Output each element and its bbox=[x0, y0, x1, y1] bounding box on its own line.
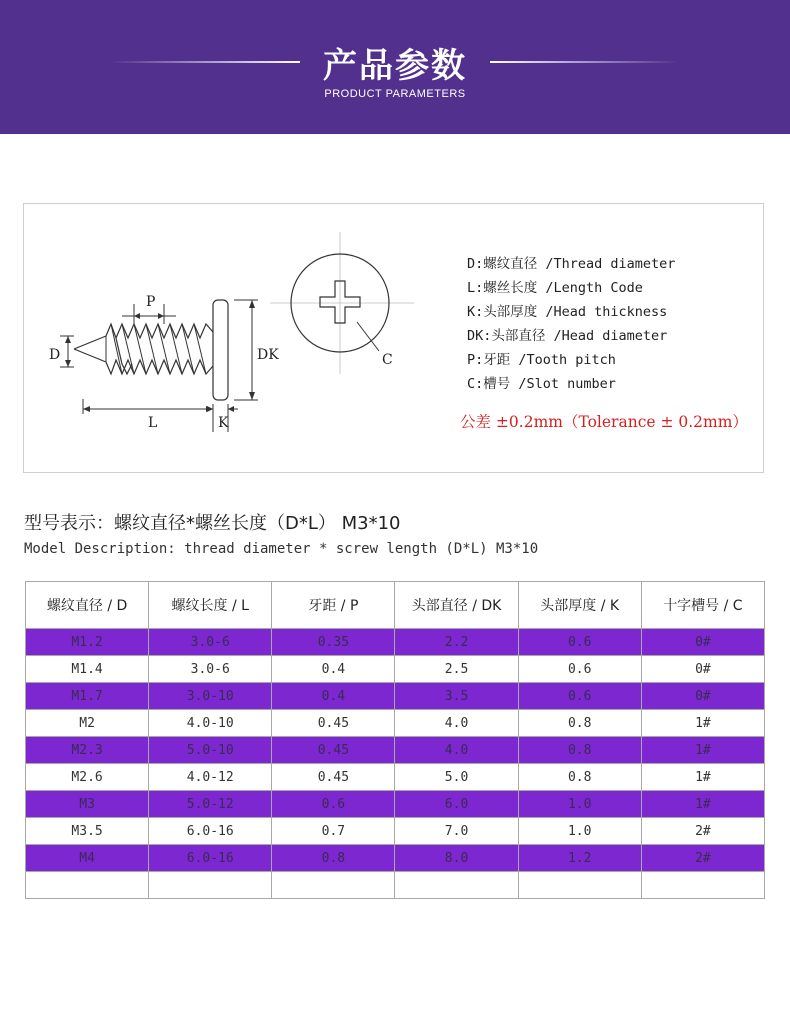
table-row bbox=[26, 683, 765, 710]
column-header-C: 十字槽号 / C bbox=[641, 582, 764, 629]
model-description-title: 型号表示：螺纹直径*螺丝长度（D*L） M3*10 bbox=[24, 513, 401, 534]
table-cell: 1# bbox=[641, 791, 764, 818]
table-cell bbox=[641, 872, 764, 899]
column-header-P: 牙距 / P bbox=[272, 582, 395, 629]
column-header-K: 头部厚度 / K bbox=[518, 582, 641, 629]
table-cell: 3.0-6 bbox=[149, 656, 272, 683]
page-subtitle: PRODUCT PARAMETERS bbox=[324, 88, 466, 100]
table-cell: 0.45 bbox=[272, 710, 395, 737]
table-cell: 5.0 bbox=[395, 764, 518, 791]
table-cell bbox=[272, 872, 395, 899]
table-cell: 4.0 bbox=[395, 737, 518, 764]
table-cell: M1.2 bbox=[26, 629, 149, 656]
label-L: L bbox=[148, 415, 158, 431]
table-cell: 1# bbox=[641, 764, 764, 791]
table-cell bbox=[149, 872, 272, 899]
spec-table bbox=[25, 581, 765, 899]
table-cell: 2# bbox=[641, 845, 764, 872]
table-cell: 7.0 bbox=[395, 818, 518, 845]
screw-tip-top bbox=[74, 336, 106, 349]
table-cell: 4.0-12 bbox=[149, 764, 272, 791]
parameter-legend bbox=[467, 252, 675, 396]
table-cell: M1.7 bbox=[26, 683, 149, 710]
table-cell: 3.0-10 bbox=[149, 683, 272, 710]
table-row bbox=[26, 872, 765, 899]
screw-diagram-panel bbox=[23, 203, 764, 473]
label-D: D bbox=[49, 347, 61, 363]
legend-item-P: P:牙距 /Tooth pitch bbox=[467, 352, 616, 368]
table-row bbox=[26, 791, 765, 818]
page-title: 产品参数 bbox=[323, 46, 467, 86]
table-cell: 3.0-6 bbox=[149, 629, 272, 656]
table-header-row bbox=[26, 582, 765, 629]
table-cell: 5.0-12 bbox=[149, 791, 272, 818]
table-body bbox=[26, 629, 765, 899]
label-DK: DK bbox=[257, 347, 279, 363]
table-cell: 0.4 bbox=[272, 683, 395, 710]
table-cell: 6.0-16 bbox=[149, 845, 272, 872]
table-cell: 0.6 bbox=[518, 629, 641, 656]
table-cell: 0.8 bbox=[518, 710, 641, 737]
table-cell: M2.6 bbox=[26, 764, 149, 791]
table-row bbox=[26, 845, 765, 872]
table-row bbox=[26, 764, 765, 791]
table-cell: 0# bbox=[641, 656, 764, 683]
table-cell: M3.5 bbox=[26, 818, 149, 845]
table-cell: 0.8 bbox=[518, 764, 641, 791]
table-cell: 5.0-10 bbox=[149, 737, 272, 764]
label-K: K bbox=[218, 415, 229, 431]
legend-item-D: D:螺纹直径 /Thread diameter bbox=[467, 256, 676, 272]
label-P: P bbox=[146, 294, 156, 310]
table-cell: 0.4 bbox=[272, 656, 395, 683]
screw-tip-bottom bbox=[74, 349, 106, 362]
model-description-subtitle: Model Description: thread diameter * screw length (D*L) M3*10 bbox=[24, 541, 539, 557]
table-cell: 1# bbox=[641, 710, 764, 737]
table-row bbox=[26, 656, 765, 683]
table-cell: 2.2 bbox=[395, 629, 518, 656]
table-cell: 0.6 bbox=[518, 683, 641, 710]
column-header-D: 螺纹直径 / D bbox=[26, 582, 149, 629]
table-cell bbox=[26, 872, 149, 899]
table-cell: 0.35 bbox=[272, 629, 395, 656]
table-row bbox=[26, 629, 765, 656]
table-cell: 4.0-10 bbox=[149, 710, 272, 737]
table-cell: 2.5 bbox=[395, 656, 518, 683]
table-cell: 3.5 bbox=[395, 683, 518, 710]
table-cell: M2.3 bbox=[26, 737, 149, 764]
table-cell: 0# bbox=[641, 683, 764, 710]
table-cell: M4 bbox=[26, 845, 149, 872]
header-line-right bbox=[490, 61, 680, 63]
table-cell: 1.2 bbox=[518, 845, 641, 872]
table-cell: M2 bbox=[26, 710, 149, 737]
table-cell: 0.45 bbox=[272, 737, 395, 764]
table-cell: 0.6 bbox=[518, 656, 641, 683]
table-cell: 1.0 bbox=[518, 791, 641, 818]
column-header-DK: 头部直径 / DK bbox=[395, 582, 518, 629]
table-cell: 0.8 bbox=[518, 737, 641, 764]
table-row bbox=[26, 818, 765, 845]
legend-item-L: L:螺丝长度 /Length Code bbox=[467, 280, 643, 296]
table-cell: 1.0 bbox=[518, 818, 641, 845]
legend-item-DK: DK:头部直径 /Head diameter bbox=[467, 328, 668, 344]
table-cell: 0.7 bbox=[272, 818, 395, 845]
table-cell: M3 bbox=[26, 791, 149, 818]
table-cell: 0.6 bbox=[272, 791, 395, 818]
legend-item-C: C:槽号 /Slot number bbox=[467, 376, 616, 392]
table-cell bbox=[518, 872, 641, 899]
table-cell: 0.8 bbox=[272, 845, 395, 872]
table-cell: 4.0 bbox=[395, 710, 518, 737]
legend-item-K: K:头部厚度 /Head thickness bbox=[467, 304, 668, 320]
table-cell: 6.0-16 bbox=[149, 818, 272, 845]
table-cell: 6.0 bbox=[395, 791, 518, 818]
header-banner bbox=[0, 0, 790, 134]
table-row bbox=[26, 737, 765, 764]
table-cell bbox=[395, 872, 518, 899]
label-C: C bbox=[382, 352, 393, 368]
column-header-L: 螺纹长度 / L bbox=[149, 582, 272, 629]
table-cell: M1.4 bbox=[26, 656, 149, 683]
screw-head bbox=[213, 300, 228, 400]
table-cell: 1# bbox=[641, 737, 764, 764]
table-cell: 0.45 bbox=[272, 764, 395, 791]
table-cell: 0# bbox=[641, 629, 764, 656]
table-cell: 8.0 bbox=[395, 845, 518, 872]
table-row bbox=[26, 710, 765, 737]
table-cell: 2# bbox=[641, 818, 764, 845]
tolerance-note: 公差 ±0.2mm（Tolerance ± 0.2mm） bbox=[460, 413, 748, 431]
